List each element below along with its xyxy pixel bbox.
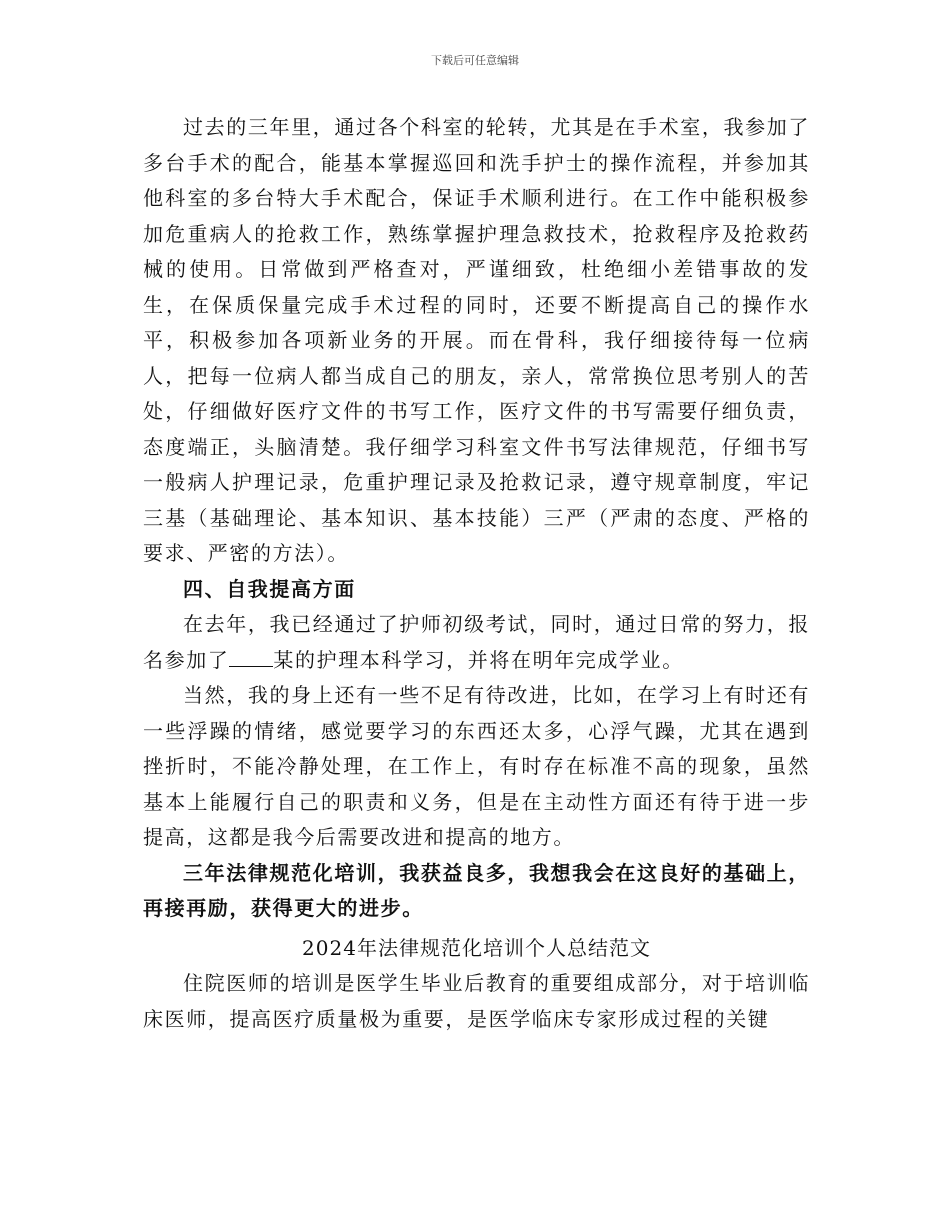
blank-underline (229, 648, 273, 667)
document-body (143, 110, 810, 1037)
page-header-note: 下载后可任意编辑 (431, 54, 519, 67)
paragraph-conclusion: 三年法律规范化培训，我获益良多，我想我会在这良好的基础上，再接再励，获得更大的进步。 (143, 860, 810, 920)
paragraph-resident-training: 住院医师的培训是医学生毕业后教育的重要组成部分，对于培训临床医师，提高医疗质量极为重要，是医学临床专家形成过程的关键 (143, 971, 810, 1031)
paragraph-shortcomings: 当然，我的身上还有一些不足有待改进，比如，在学习上有时还有一些浮躁的情绪，感觉要学习的东西还太多，心浮气躁，尤其在遇到挫折时，不能冷静处理，在工作上，有时存在标准不高的现象，虽然基本上能履行自己的职责和义务，但是在主动性方面还有待于进一步提高，这都是我今后需要改进和提高的地方。 (143, 683, 810, 849)
paragraph-exam-study-part2: 某的护理本科学习，并将在明年完成学业。 (273, 647, 684, 672)
paragraph-training-experience: 过去的三年里，通过各个科室的轮转，尤其是在手术室，我参加了多台手术的配合，能基本掌握巡回和洗手护士的操作流程，并参加其他科室的多台特大手术配合，保证手术顺利进行。在工作中能积极参加危重病人的抢救工作，熟练掌握护理急救技术，抢救程序及抢救药械的使用。日常做到严格查对，严谨细致，杜绝细小差错事故的发生，在保质保量完成手术过程的同时，还要不断提高自己的操作水平，积极参加各项新业务的开展。而在骨科，我仔细接待每一位病人，把每一位病人都当成自己的朋友，亲人，常常换位思考别人的苦处，仔细做好医疗文件的书写工作，医疗文件的书写需要仔细负责，态度端正，头脑清楚。我仔细学习科室文件书写法律规范，仔细书写一般病人护理记录，危重护理记录及抢救记录，遵守规章制度，牢记三基（基础理论、基本知识、基本技能）三严（严肃的态度、严格的要求、严密的方法）。 (143, 115, 810, 565)
section-heading-self-improvement: 四、自我提高方面 (183, 576, 356, 601)
paragraph-exam-study-part1: 在去年，我已经通过了护师初级考试，同时，通过日常的努力，报名参加了 (143, 612, 810, 672)
paragraph-exam-study (143, 607, 810, 678)
document-title-2024: 2024年法律规范化培训个人总结范文 (302, 935, 651, 960)
